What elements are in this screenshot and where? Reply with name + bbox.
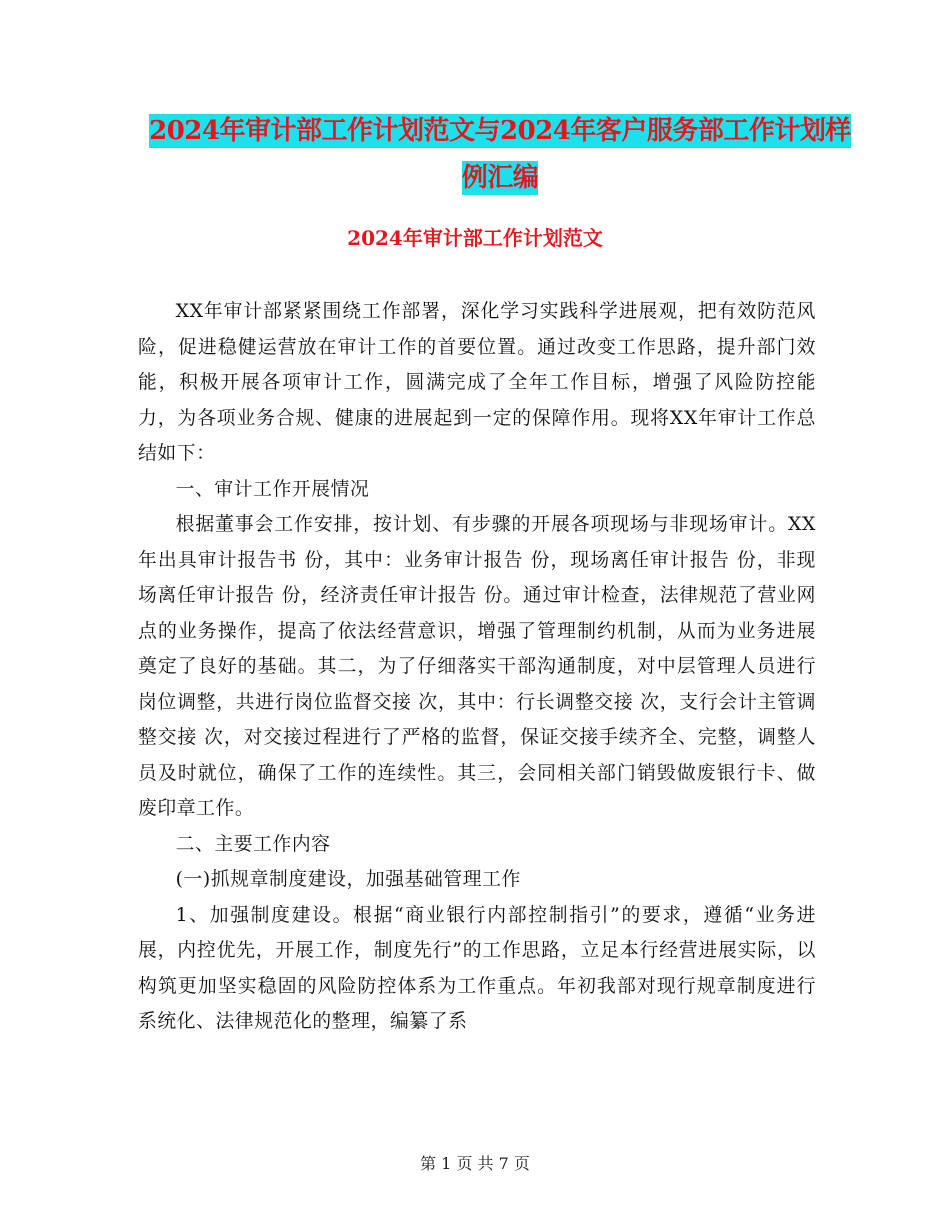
document-title-text: 2024年审计部工作计划范文与2024年客户服务部工作计划样例汇编 — [149, 116, 851, 193]
section-title: 2024年审计部工作计划范文 — [347, 226, 603, 250]
document-title — [140, 108, 860, 202]
paragraph-intro: XX年审计部紧紧围绕工作部署，深化学习实践科学进展观，把有效防范风险，促进稳健运营放在审计工作的首要位置。通过改变工作思路，提升部门效能，积极开展各项审计工作，圆满完成了全年工作目标，增强了风险防控能力，为各项业务合规、健康的进展起到一定的保障作用。现将XX年审计工作总结如下： — [138, 301, 816, 464]
heading-audit-work: 一、审计工作开展情况 — [175, 478, 370, 500]
paragraph-rules-building: 1、加强制度建设。根据“商业银行内部控制指引”的要求，遵循“业务进展，内控优先，开展工作，制度先行”的工作思路，立足本行经营进展实际，以构筑更加坚实稳固的风险防控体系为工作重点。年初我部对现行规章制度进行系统化、法律规范化的整理，编纂了系 — [138, 904, 816, 1032]
heading-rules-building: (一)抓规章制度建设，加强基础管理工作 — [175, 869, 521, 890]
page-footer: 第 1 页 共 7 页 — [420, 1154, 530, 1173]
document-body — [138, 294, 816, 1040]
heading-main-content: 二、主要工作内容 — [175, 833, 331, 855]
paragraph-audit-work: 根据董事会工作安排，按计划、有步骤的开展各项现场与非现场审计。XX年出具审计报告书 份，其中：业务审计报告 份，现场离任审计报告 份，非现场离任审计报告 份，经济责任审计报告 份。通过审计检查，法律规范了营业网点的业务操作，提高了依法经营意识，增强了管理制约机制，从而为业务进展奠定了良好的基础。其二，为了仔细落实干部沟通制度，对中层管理人员进行岗位调整，共进行岗位监督交接 次，其中：行长调整交接 次，支行会计主管调整交接 次，对交接过程进行了严格的监督，保证交接手续齐全、完整，调整人员及时就位，确保了工作的连续性。其三，会同相关部门销毁做废银行卡、做废印章工作。 — [138, 514, 816, 819]
